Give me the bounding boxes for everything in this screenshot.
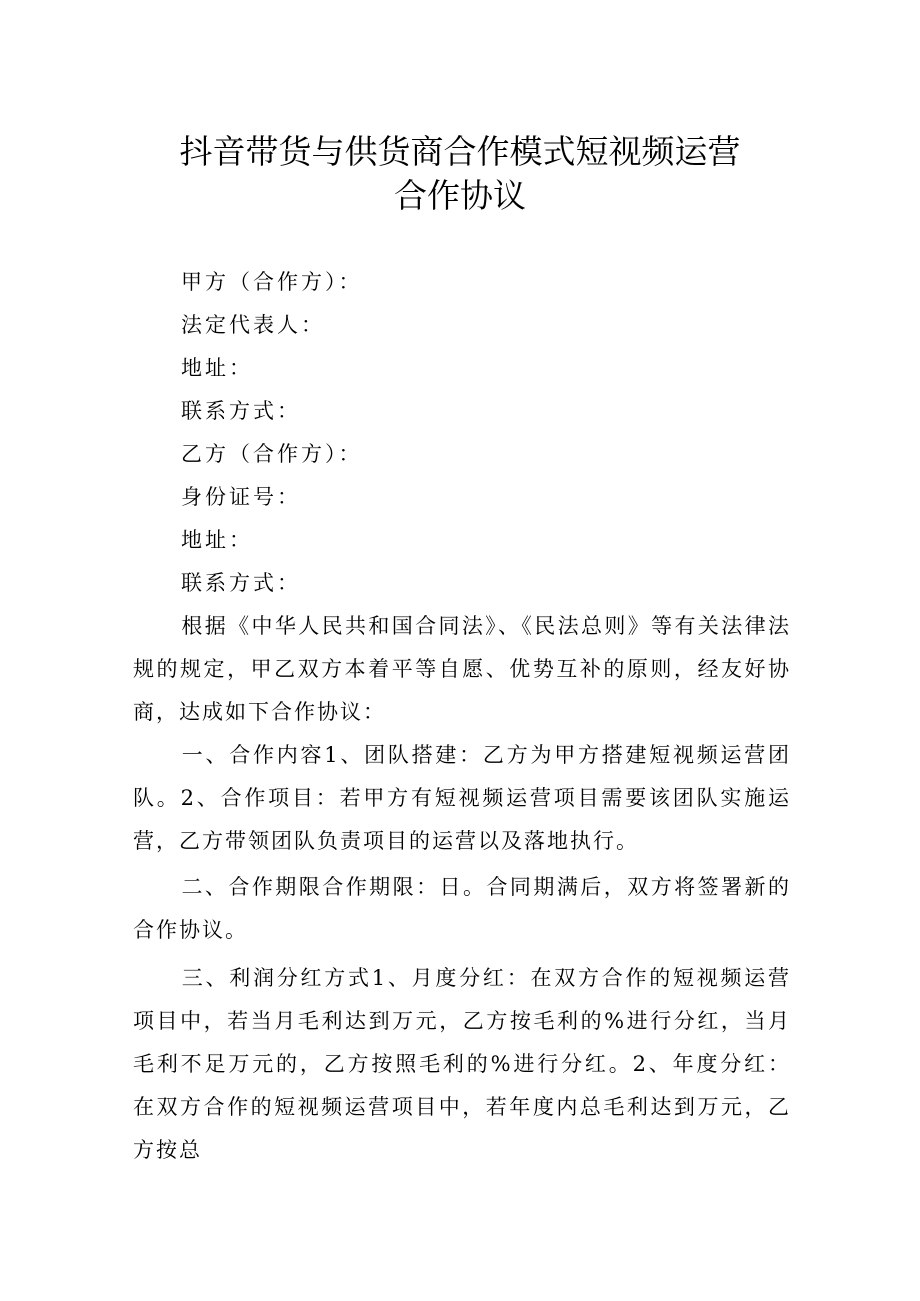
clause-2-paragraph: [133, 866, 791, 952]
party-a-contact-field: 联系方式：: [181, 399, 301, 423]
clause-1-paragraph: [133, 734, 791, 863]
id-number-field: 身份证号：: [181, 485, 301, 509]
document-title-line2: 合作协议: [394, 176, 526, 215]
party-b-contact-field: 联系方式：: [181, 571, 301, 595]
preamble-paragraph: [133, 605, 791, 734]
clause-1-text: 一、合作内容1、团队搭建：乙方为甲方搭建短视频运营团队。2、合作项目：若甲方有短视频运营项目需要该团队实施运营，乙方带领团队负责项目的运营以及落地执行。: [133, 743, 791, 853]
document-title-line1: 抖音带货与供货商合作模式短视频运营: [179, 132, 741, 171]
preamble-text: 根据《中华人民共和国合同法》、《民法总则》等有关法律法规的规定，甲乙双方本着平等自愿、优势互补的原则，经友好协商，达成如下合作协议：: [133, 614, 791, 724]
party-a-field: 甲方（合作方）：: [181, 270, 363, 294]
clause-3-paragraph: [133, 957, 791, 1172]
clause-2-text: 二、合作期限合作期限：日。合同期满后，双方将签署新的合作协议。: [133, 875, 791, 942]
party-b-field: 乙方（合作方）：: [181, 442, 363, 466]
party-a-address-field: 地址：: [181, 356, 253, 380]
clause-3-text: 三、利润分红方式1、月度分红：在双方合作的短视频运营项目中，若当月毛利达到万元，乙方按毛利的%进行分红，当月毛利不足万元的，乙方按照毛利的%进行分红。2、年度分红：在双方合作的短视频运营项目中，若年度内总毛利达到万元，乙方按总: [133, 966, 791, 1162]
legal-representative-field: 法定代表人：: [181, 313, 325, 337]
party-b-address-field: 地址：: [181, 528, 253, 552]
